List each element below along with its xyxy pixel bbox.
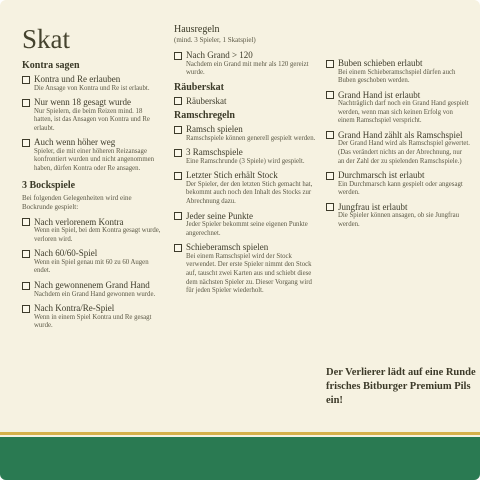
rule-item-head xyxy=(326,130,470,141)
rule-item-head xyxy=(174,124,320,135)
rule-item xyxy=(22,248,162,276)
rule-label: Buben schieben erlaubt xyxy=(338,58,423,68)
column-right xyxy=(326,58,470,234)
checkbox-icon[interactable] xyxy=(174,172,182,180)
rule-description: Die Ansage von Kontra und Re ist erlaubt. xyxy=(34,84,150,92)
rule-description: Wenn ein Spiel, bei dem Kontra gesagt wurde, verloren wird. xyxy=(34,227,161,243)
rule-item-head xyxy=(174,211,320,222)
checkbox-icon[interactable] xyxy=(22,305,30,313)
rule-list-ramschregeln xyxy=(174,124,320,296)
rule-label: Grand Hand ist erlaubt xyxy=(338,89,421,100)
rule-label: Auch wenn höher weg xyxy=(34,137,116,148)
checkbox-icon[interactable] xyxy=(174,149,182,157)
rule-item xyxy=(22,97,162,133)
rule-description: Der Spieler, der den letzten Stich gemacht hat, bekommt auch noch den Inhalt des Stocks zur Abrechnung dazu. xyxy=(186,180,313,206)
rule-label: Räuberskat xyxy=(186,95,227,106)
rule-label: Jeder seine Punkte xyxy=(186,210,253,221)
checkbox-icon[interactable] xyxy=(174,212,182,220)
section-title-bockspiele: 3 Bockspiele xyxy=(22,179,76,191)
rule-item-head xyxy=(326,202,470,213)
rule-item-head xyxy=(22,303,162,314)
rule-item xyxy=(174,170,320,206)
rule-label: Nach Grand > 120 xyxy=(186,50,253,60)
checkbox-icon[interactable] xyxy=(22,282,30,290)
rule-item-head xyxy=(174,96,320,107)
rule-item xyxy=(22,280,162,299)
rule-description: Wenn in einem Spiel Kontra und Re gesagt wurde. xyxy=(34,313,152,330)
rule-description: Die Spieler können ansagen, ob sie Jungfrau werden. xyxy=(338,212,459,229)
rule-description: Nur Spielern, die beim Reizen mind. 18 hatten, ist das Ansagen von Kontra und Re erlaubt. xyxy=(34,107,150,132)
rule-label: Letzter Stich erhält Stock xyxy=(186,170,278,181)
checkbox-icon[interactable] xyxy=(174,52,182,60)
rule-label: Grand Hand zählt als Ramschspiel xyxy=(338,129,463,140)
rule-description: Der Grand Hand wird als Ramschspiel gewertet. (Das verändert nichts an der Abrechnung, nur an der Zahl der zu spielenden Ramschspiele.) xyxy=(338,140,470,165)
rule-label: Nach gewonnenem Grand Hand xyxy=(34,280,150,291)
section-title-kontra: Kontra sagen xyxy=(22,60,80,71)
rule-item xyxy=(326,202,470,230)
checkbox-icon[interactable] xyxy=(326,203,334,211)
rule-description: Spieler, die mit einer höheren Reizansage konfrontiert wurden und nicht angenommen haben, dürfen Kontra oder Re ansagen. xyxy=(34,147,155,173)
rule-item xyxy=(22,74,162,93)
checkbox-icon[interactable] xyxy=(326,91,334,99)
rule-label: Kontra und Re erlauben xyxy=(34,74,121,84)
checkbox-icon[interactable] xyxy=(22,218,30,226)
rule-item-head xyxy=(22,248,162,259)
rule-item xyxy=(22,217,162,245)
rule-list-raeuberskat xyxy=(174,96,320,107)
rule-item xyxy=(174,211,320,239)
rule-item xyxy=(174,96,320,107)
rule-label: Nach 60/60-Spiel xyxy=(34,248,98,259)
rule-item xyxy=(326,170,470,198)
checkbox-icon[interactable] xyxy=(174,97,182,105)
checkbox-icon[interactable] xyxy=(174,126,182,134)
checkbox-icon[interactable] xyxy=(22,76,30,84)
rule-list-bockspiele xyxy=(22,217,162,331)
rule-description: Ramschspiele können generell gespielt werden. xyxy=(186,134,316,142)
section-intro-bockspiele: Bei folgenden Gelegenheiten wird eine Bockrunde gespielt: xyxy=(22,193,132,211)
rule-description: Nachträglich darf noch ein Grand Hand gespielt werden, wenn man sich keinen Erfolg von einem Ramschspiel verspricht. xyxy=(338,100,469,125)
rule-item-head xyxy=(326,170,470,181)
section-title-raeuberskat: Räuberskat xyxy=(174,81,225,93)
rule-item xyxy=(174,124,320,143)
rule-label: Nach verlorenem Kontra xyxy=(34,216,124,227)
gold-stripe xyxy=(0,432,480,435)
green-band xyxy=(0,437,480,480)
checkbox-icon[interactable] xyxy=(326,60,334,68)
rule-description: Nachdem ein Grand Hand gewonnen wurde. xyxy=(34,290,156,298)
checkbox-icon[interactable] xyxy=(326,131,334,139)
section-subtitle-hausregeln: (mind. 3 Spieler, 1 Skatspiel) xyxy=(174,36,256,44)
rule-label: Ramsch spielen xyxy=(186,124,243,135)
rule-description: Bei einem Ramschspiel wird der Stock verwendet. Der erste Spieler nimmt den Stock auf, tauscht zwei Karten aus und schiebt diese dem nächsten Spieler zu. Dieser Vorgang wird für jeden Spieler wiederholt. xyxy=(186,252,312,295)
section-title-ramschregeln: Ramschregeln xyxy=(174,110,235,122)
rule-item xyxy=(22,303,162,331)
rule-item-head xyxy=(174,50,320,61)
rule-item xyxy=(326,130,470,166)
rule-description: Wenn ein Spiel genau mit 60 zu 60 Augen endet. xyxy=(34,258,149,275)
rule-label: Durchmarsch ist erlaubt xyxy=(338,170,425,181)
rule-label: 3 Ramschspiele xyxy=(186,147,243,158)
rule-list-ramsch-options xyxy=(326,58,470,230)
checkbox-icon[interactable] xyxy=(174,244,182,252)
column-middle xyxy=(174,24,320,300)
rule-description: Ein Durchmarsch kann gespielt oder angesagt werden. xyxy=(338,180,463,197)
rule-item xyxy=(174,147,320,166)
rule-item-head xyxy=(22,217,162,228)
rule-item-head xyxy=(174,242,320,253)
footer-slogan: Der Verlierer lädt auf eine Runde frisches Bitburger Premium Pils ein! xyxy=(326,367,476,406)
checkbox-icon[interactable] xyxy=(22,139,30,147)
rule-item xyxy=(326,58,470,86)
rule-label: Jungfrau ist erlaubt xyxy=(338,201,408,212)
rule-item-head xyxy=(22,280,162,291)
checkbox-icon[interactable] xyxy=(22,250,30,258)
rule-list-hausregeln xyxy=(174,50,320,78)
rule-item xyxy=(326,90,470,126)
rule-item-head xyxy=(326,58,470,69)
rule-description: Eine Ramschrunde (3 Spiele) wird gespielt. xyxy=(186,157,305,165)
rule-label: Nur wenn 18 gesagt wurde xyxy=(34,97,131,108)
checkbox-icon[interactable] xyxy=(22,99,30,107)
rule-item-head xyxy=(22,97,162,108)
section-title-hausregeln: Hausregeln xyxy=(174,24,220,35)
rule-item-head xyxy=(174,147,320,158)
rule-description: Nachdem ein Grand mit mehr als 120 gereizt wurde. xyxy=(186,60,309,77)
rule-description: Bei einem Schieberamschspiel dürfen auch Buben geschoben werden. xyxy=(338,68,456,85)
rule-item xyxy=(174,50,320,78)
rule-item xyxy=(22,137,162,173)
rule-item-head xyxy=(22,74,162,85)
column-left xyxy=(22,24,162,335)
checkbox-icon[interactable] xyxy=(326,172,334,180)
rule-item-head xyxy=(326,90,470,101)
rule-item-head xyxy=(174,170,320,181)
rule-item xyxy=(174,242,320,295)
rule-item-head xyxy=(22,137,162,148)
rule-label: Nach Kontra/Re-Spiel xyxy=(34,303,115,314)
rule-list-kontra xyxy=(22,74,162,174)
page-title: Skat xyxy=(22,24,71,54)
rule-description: Jeder Spieler bekommt seine eigenen Punkte angerechnet. xyxy=(186,221,308,237)
rule-label: Schieberamsch spielen xyxy=(186,242,269,253)
